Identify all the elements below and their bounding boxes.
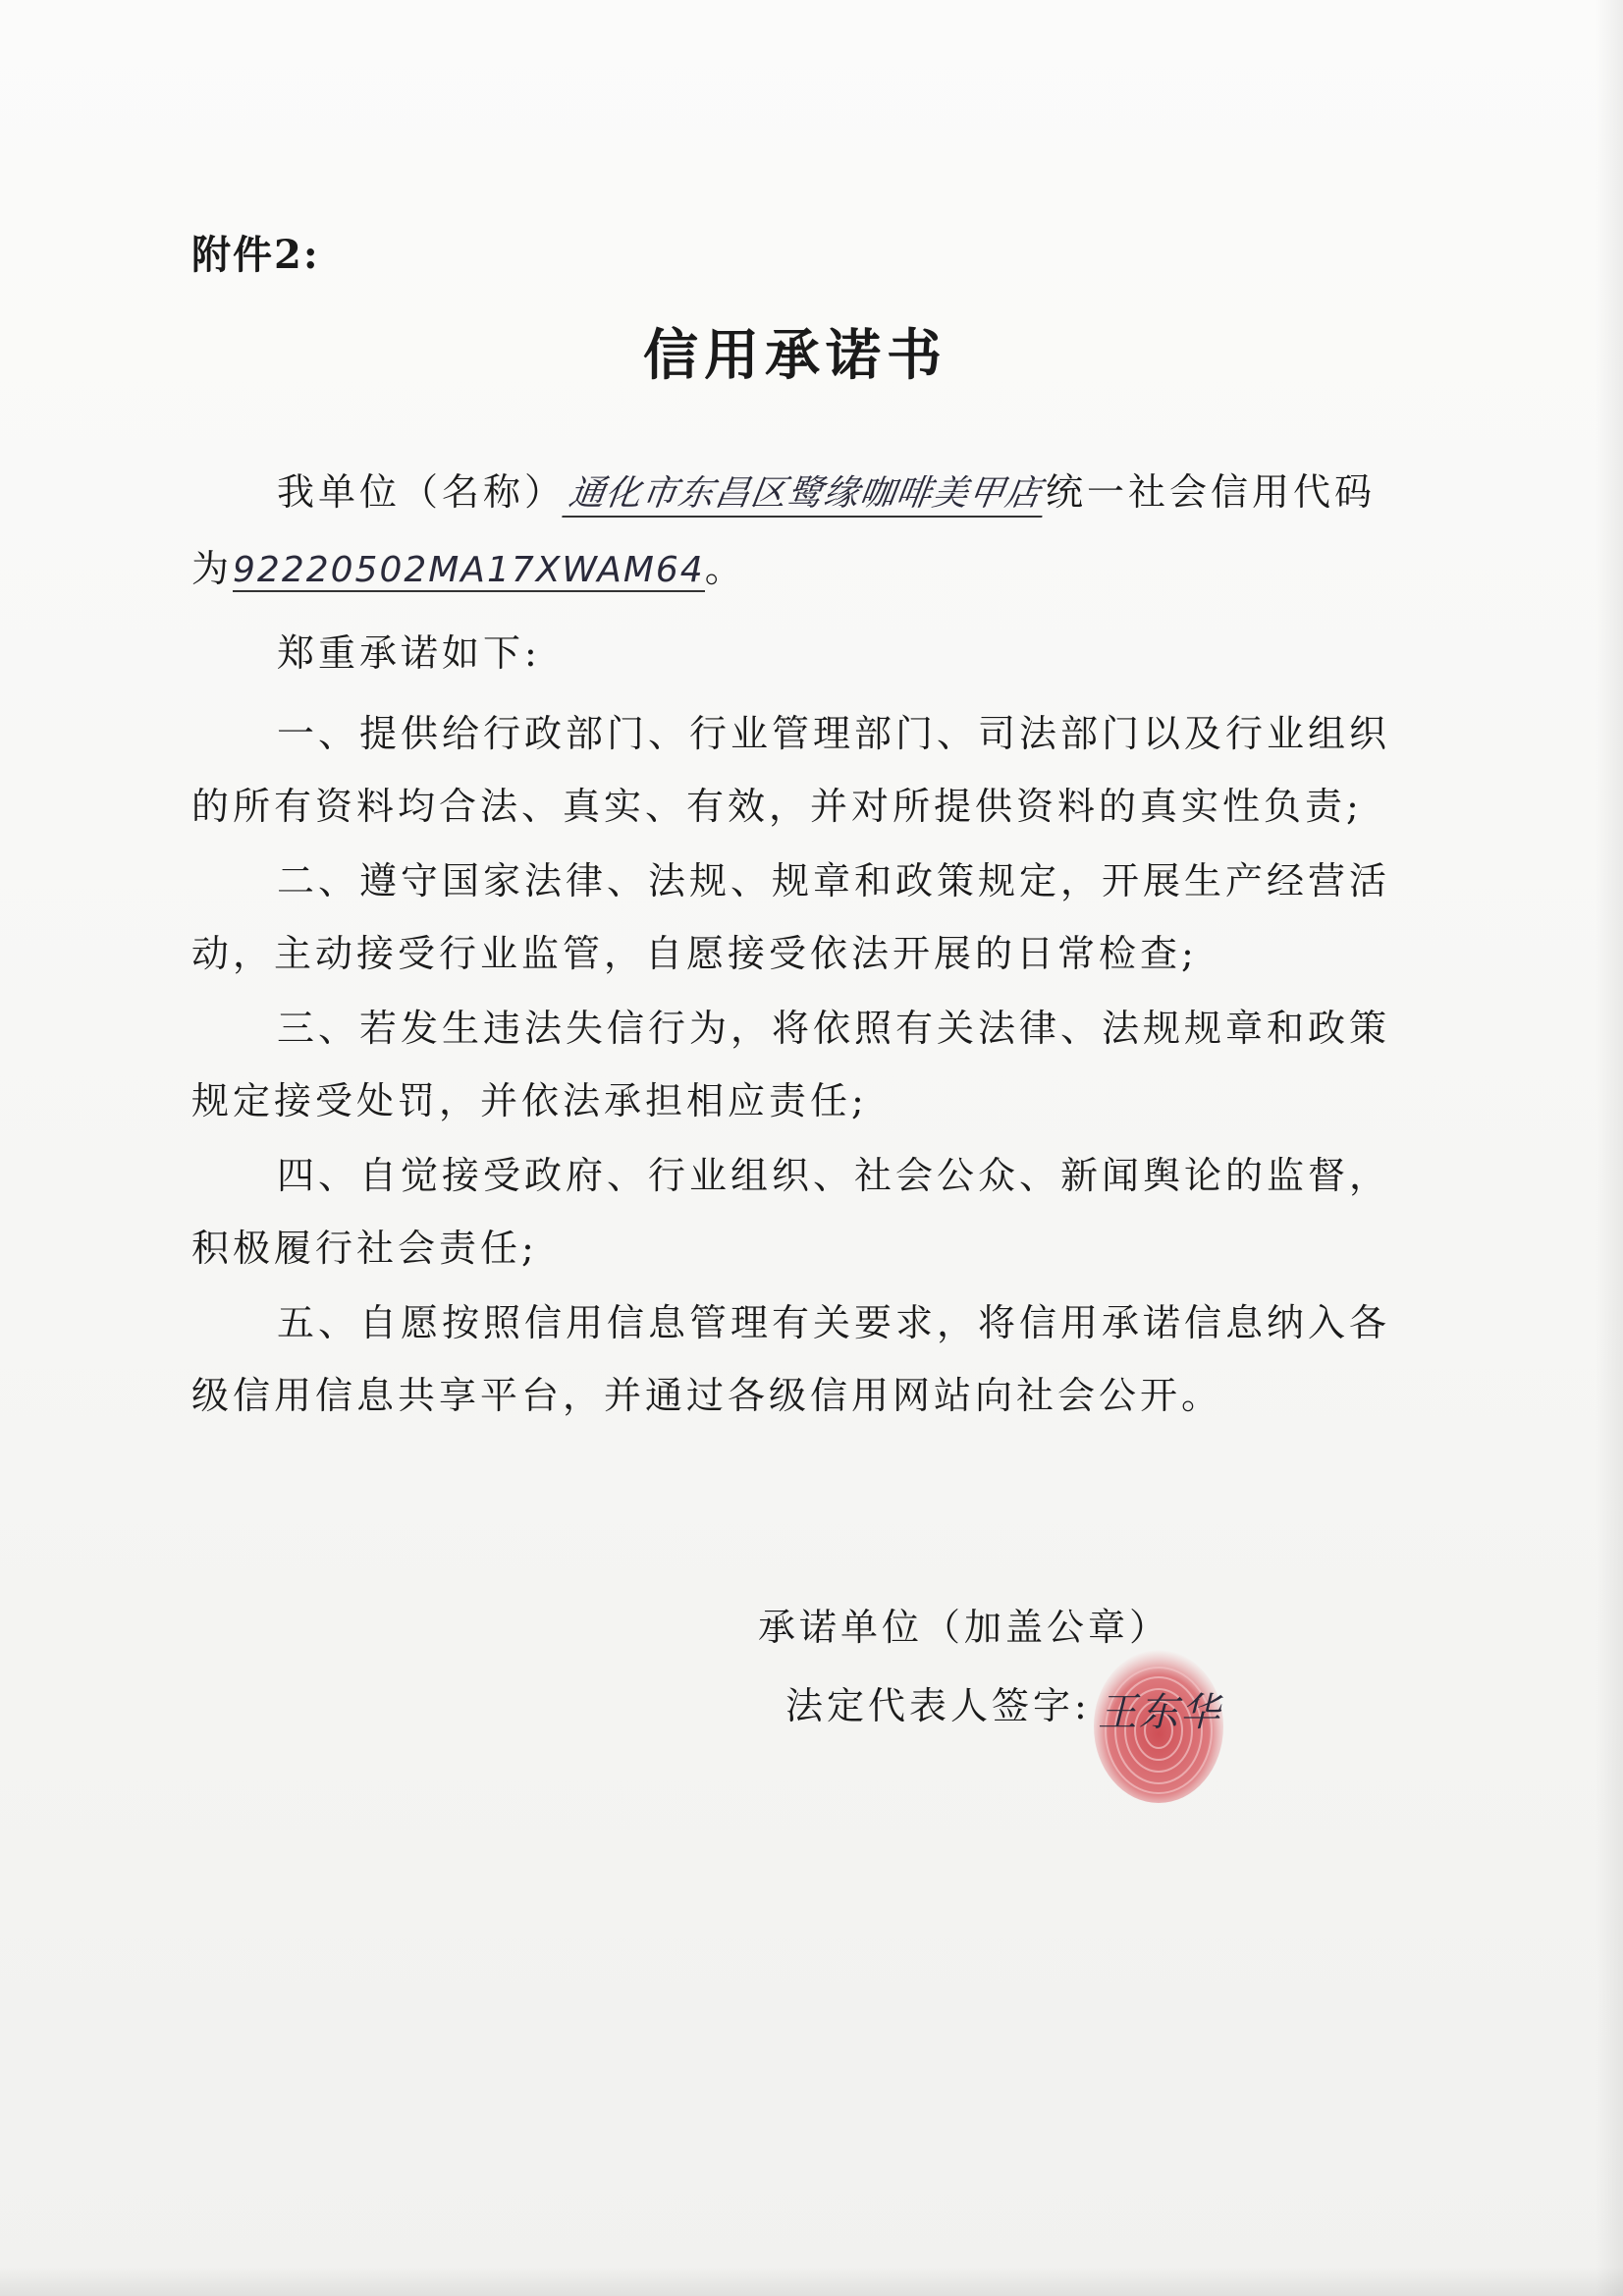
intro-prefix: 我单位（名称）: [277, 470, 567, 514]
attachment-label: 附件2:: [191, 232, 320, 278]
item-3-line-1: 三、若发生违法失信行为，将依照有关法律、法规规章和政策: [277, 1007, 1391, 1050]
promise-unit-label: 承诺单位（加盖公章）: [758, 1606, 1171, 1649]
code-suffix: 。: [704, 547, 746, 590]
item-2-line-2: 动，主动接受行业监管，自愿接受依法开展的日常检查;: [191, 932, 1198, 975]
item-5-line-2: 级信用信息共享平台，并通过各级信用网站向社会公开。: [191, 1374, 1223, 1417]
item-4-line-1: 四、自觉接受政府、行业组织、社会公众、新闻舆论的监督，: [277, 1154, 1391, 1197]
intro-line-2: [191, 538, 746, 592]
credit-code-handwritten: 92220502MA17XWAM64: [233, 550, 705, 590]
legal-rep-label: 法定代表人签字:: [785, 1684, 1091, 1727]
scan-shadow-right: [1596, 0, 1623, 2296]
promise-heading: 郑重承诺如下:: [277, 631, 541, 675]
code-prefix: 为: [191, 547, 234, 590]
scan-shadow-bottom: [0, 2267, 1623, 2296]
item-4-line-2: 积极履行社会责任;: [191, 1227, 538, 1270]
item-1-line-2: 的所有资料均合法、真实、有效，并对所提供资料的真实性负责;: [191, 785, 1363, 828]
item-5-line-1: 五、自愿按照信用信息管理有关要求，将信用承诺信息纳入各: [277, 1301, 1391, 1344]
item-2-line-1: 二、遵守国家法律、法规、规章和政策规定，开展生产经营活: [277, 859, 1391, 902]
item-3-line-2: 规定接受处罚，并依法承担相应责任;: [191, 1079, 868, 1122]
legal-rep-signature: 王东华: [1098, 1690, 1221, 1735]
item-1-line-1: 一、提供给行政部门、行业管理部门、司法部门以及行业组织: [277, 712, 1391, 755]
intro-line-1: [277, 462, 1376, 518]
unit-name-handwritten: 通化市东昌区鹭缘咖啡美甲店: [562, 465, 1049, 518]
document-title: 信用承诺书: [643, 323, 947, 388]
intro-suffix: 统一社会信用代码: [1046, 470, 1377, 514]
